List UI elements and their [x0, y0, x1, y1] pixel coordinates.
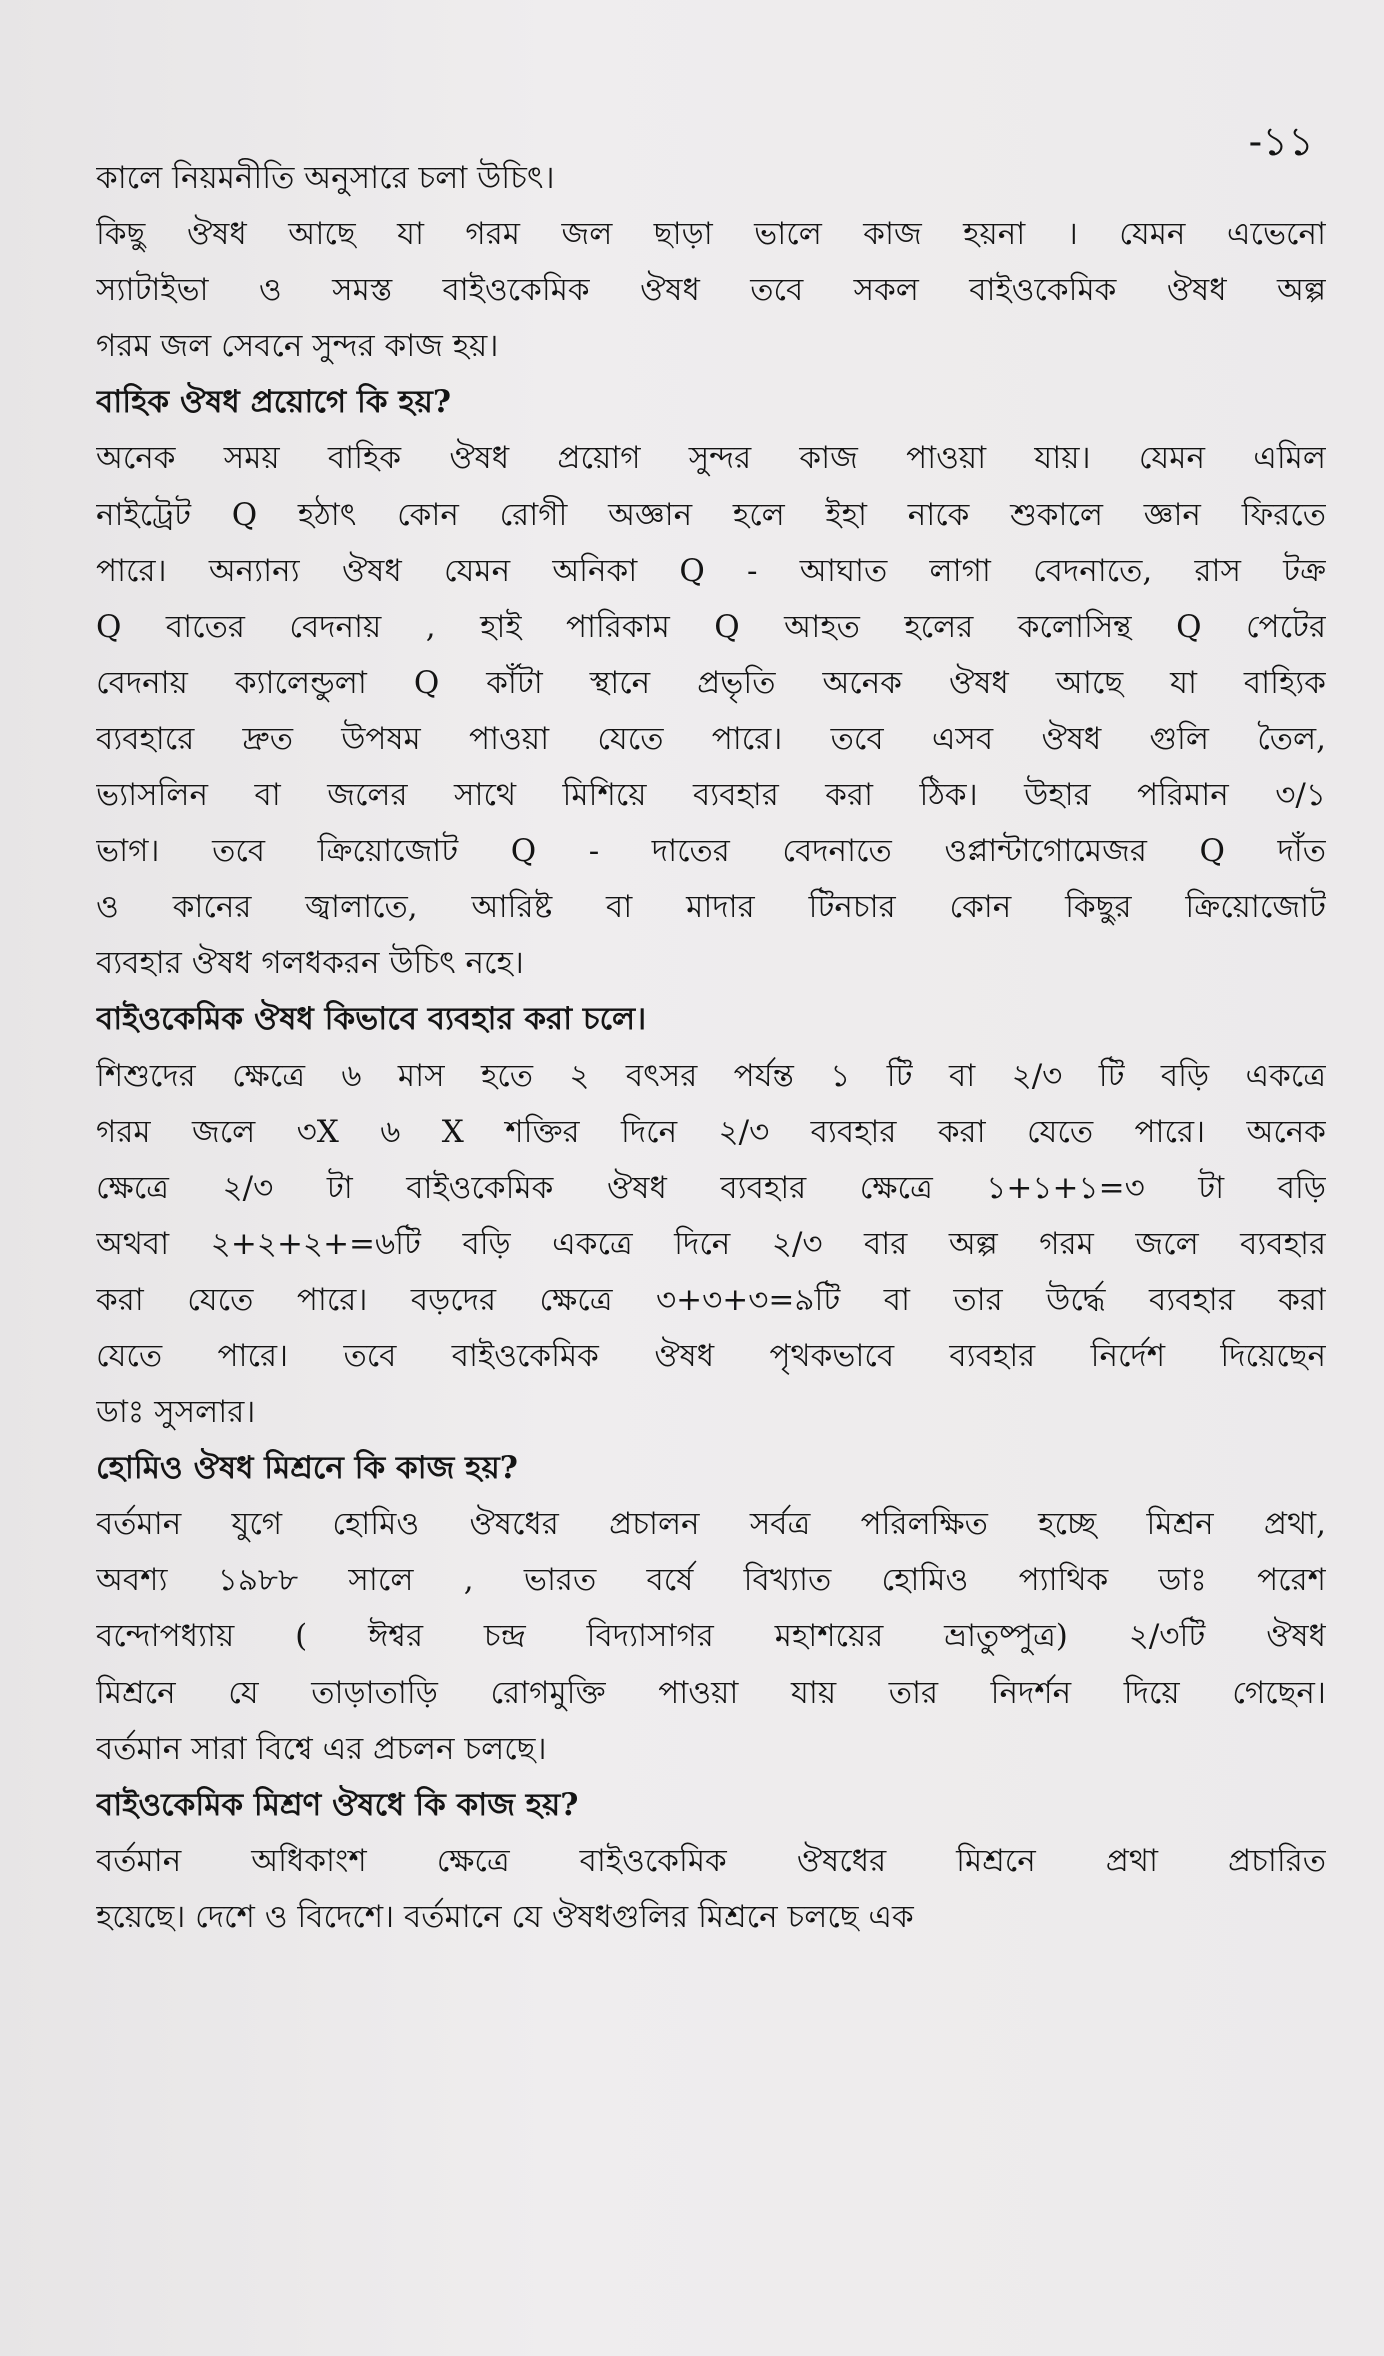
section-heading: বাহিক ঔষধ প্রয়োগে কি হয়?: [96, 384, 452, 421]
text-line: ভ্যাসলিন বা জলের সাথে মিশিয়ে ব্যবহার করা ঠিক। উহার পরিমান ৩/১: [96, 777, 1326, 814]
text-line: বন্দোপধ্যায় ( ঈশ্বর চন্দ্র বিদ্যাসাগর মহাশয়ের ভ্রাতুষ্পুত্র) ২/৩টি ঔষধ: [96, 1618, 1326, 1655]
text-line: বেদনায় ক্যালেন্ডুলা Q কাঁটা স্থানে প্রভৃতি অনেক ঔষধ আছে যা বাহ্যিক: [96, 664, 1326, 701]
text-line: অবশ্য ১৯৮৮ সালে , ভারত বর্ষে বিখ্যাত হোমিও প্যাথিক ডাঃ পরেশ: [96, 1562, 1326, 1599]
text-line: গরম জল সেবনে সুন্দর কাজ হয়।: [96, 328, 499, 365]
section-heading: বাইওকেমিক ঔষধ কিভাবে ব্যবহার করা চলে।: [96, 1001, 647, 1038]
text-line: ব্যবহারে দ্রুত উপষম পাওয়া যেতে পারে। তবে এসব ঔষধ গুলি তৈল,: [96, 720, 1326, 757]
page-number: -১১: [1248, 119, 1314, 165]
text-line: বর্তমান যুগে হোমিও ঔষধের প্রচালন সর্বত্র পরিলক্ষিত হচ্ছে মিশ্রন প্রথা,: [96, 1506, 1326, 1543]
text-line: কালে নিয়মনীতি অনুসারে চলা উচিৎ।: [96, 160, 555, 196]
text-line: বর্তমান অধিকাংশ ক্ষেত্রে বাইওকেমিক ঔষধের মিশ্রনে প্রথা প্রচারিত: [96, 1842, 1326, 1879]
section-heading: হোমিও ঔষধ মিশ্রনে কি কাজ হয়?: [96, 1450, 518, 1487]
text-line: নাইট্রেট Q হঠাৎ কোন রোগী অজ্ঞান হলে ইহা নাকে শুকালে জ্ঞান ফিরতে: [96, 496, 1326, 533]
text-line: অথবা ২+২+২+=৬টি বড়ি একত্রে দিনে ২/৩ বার অল্প গরম জলে ব্যবহার: [96, 1225, 1326, 1262]
text-line: পারে। অন্যান্য ঔষধ যেমন অনিকা Q - আঘাত লাগা বেদনাতে, রাস টক্র: [96, 552, 1326, 589]
text-line: বর্তমান সারা বিশ্বে এর প্রচলন চলছে।: [96, 1730, 547, 1767]
text-line: যেতে পারে। তবে বাইওকেমিক ঔষধ পৃথকভাবে ব্যবহার নির্দেশ দিয়েছেন: [96, 1337, 1326, 1374]
text-line: ব্যবহার ঔষধ গলধকরন উচিৎ নহে।: [96, 945, 524, 982]
text-line: ও কানের জ্বালাতে, আরিষ্ট বা মাদার টিনচার কোন কিছুর ক্রিয়োজোট: [96, 889, 1326, 926]
text-line: মিশ্রনে যে তাড়াতাড়ি রোগমুক্তি পাওয়া যায় তার নিদর্শন দিয়ে গেছেন।: [96, 1674, 1326, 1711]
text-line: গরম জলে ৩X ৬ X শক্তির দিনে ২/৩ ব্যবহার করা যেতে পারে। অনেক: [96, 1113, 1326, 1150]
text-line: করা যেতে পারে। বড়দের ক্ষেত্রে ৩+৩+৩=৯টি বা তার উর্দ্ধে ব্যবহার করা: [96, 1281, 1326, 1318]
text-line: শিশুদের ক্ষেত্রে ৬ মাস হতে ২ বৎসর পর্যন্ত ১ টি বা ২/৩ টি বড়ি একত্রে: [96, 1057, 1326, 1094]
text-line: ভাগ। তবে ক্রিয়োজোট Q - দাতের বেদনাতে ওপ্লান্টাগোমেজর Q দাঁত: [96, 833, 1326, 870]
section-heading: বাইওকেমিক মিশ্রণ ঔষধে কি কাজ হয়?: [96, 1786, 579, 1823]
body-text: [96, 150, 1326, 1945]
text-line: ক্ষেত্রে ২/৩ টা বাইওকেমিক ঔষধ ব্যবহার ক্ষেত্রে ১+১+১=৩ টা বড়ি: [96, 1169, 1326, 1206]
text-line: কিছু ঔষধ আছে যা গরম জল ছাড়া ভালে কাজ হয়না । যেমন এভেনো: [96, 216, 1326, 253]
text-line: ডাঃ সুসলার।: [96, 1394, 256, 1431]
text-line: অনেক সময় বাহিক ঔষধ প্রয়োগ সুন্দর কাজ পাওয়া যায়। যেমন এমিল: [96, 440, 1326, 477]
text-line: হয়েছে। দেশে ও বিদেশে। বর্তমানে যে ঔষধগুলির মিশ্রনে চলছে এক: [96, 1898, 914, 1935]
text-line: স্যাটাইভা ও সমস্ত বাইওকেমিক ঔষধ তবে সকল বাইওকেমিক ঔষধ অল্প: [96, 272, 1326, 309]
text-line: Q বাতের বেদনায় , হাই পারিকাম Q আহত হলের কলোসিন্থ Q পেটের: [96, 608, 1326, 645]
